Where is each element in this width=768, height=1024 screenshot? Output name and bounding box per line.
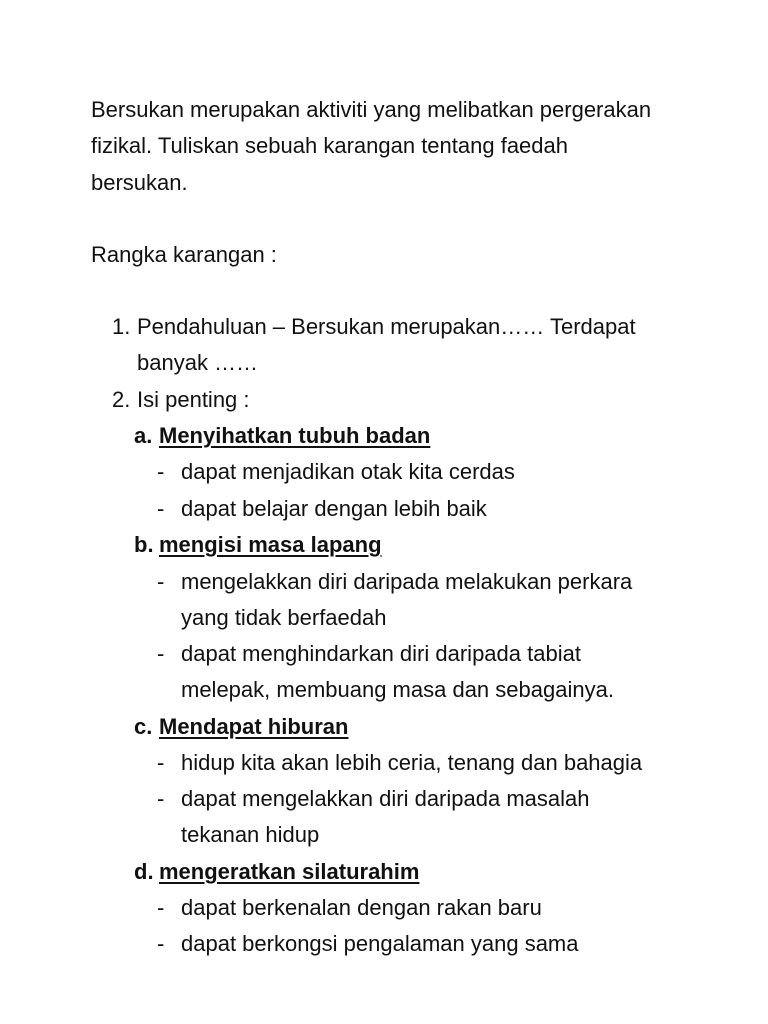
outline-heading: Rangka karangan : <box>91 242 277 267</box>
item-1-line-2: banyak …… <box>137 350 259 375</box>
bullet-dash: - <box>157 569 165 594</box>
subpoint-letter-b: b. <box>134 532 154 557</box>
item-number-2: 2. <box>112 387 131 412</box>
bullet-text-continued: melepak, membuang masa dan sebagainya. <box>181 677 614 702</box>
subpoint-letter-c: c. <box>134 714 153 739</box>
item-1-line-1: Pendahuluan – Bersukan merupakan…… Terdapat <box>137 314 636 339</box>
bullet-dash: - <box>157 459 165 484</box>
subpoint-title-b: mengisi masa lapang <box>159 532 382 557</box>
bullet-text-continued: yang tidak berfaedah <box>181 605 387 630</box>
subpoint-title-d: mengeratkan silaturahim <box>159 859 420 884</box>
bullet-text: dapat berkongsi pengalaman yang sama <box>181 931 579 956</box>
subpoint-title-c: Mendapat hiburan <box>159 714 349 739</box>
bullet-text: dapat belajar dengan lebih baik <box>181 496 487 521</box>
bullet-dash: - <box>157 641 165 666</box>
bullet-text: dapat mengelakkan diri daripada masalah <box>181 786 590 811</box>
bullet-text: dapat berkenalan dengan rakan baru <box>181 895 542 920</box>
item-number-1: 1. <box>112 314 131 339</box>
bullet-text: hidup kita akan lebih ceria, tenang dan bahagia <box>181 750 643 775</box>
intro-line-3: bersukan. <box>91 170 188 195</box>
intro-line-1: Bersukan merupakan aktiviti yang melibatkan pergerakan <box>91 97 652 122</box>
intro-line-2: fizikal. Tuliskan sebuah karangan tentang faedah <box>91 133 568 158</box>
bullet-dash: - <box>157 750 165 775</box>
bullet-dash: - <box>157 931 165 956</box>
bullet-text: mengelakkan diri daripada melakukan perkara <box>181 569 633 594</box>
bullet-text: dapat menjadikan otak kita cerdas <box>181 459 515 484</box>
subpoint-letter-a: a. <box>134 423 153 448</box>
bullet-dash: - <box>157 895 165 920</box>
bullet-dash: - <box>157 786 165 811</box>
bullet-dash: - <box>157 496 165 521</box>
subpoint-title-a: Menyihatkan tubuh badan <box>159 423 431 448</box>
bullet-text-continued: tekanan hidup <box>181 822 320 847</box>
subpoint-letter-d: d. <box>134 859 154 884</box>
item-2-line-1: Isi penting : <box>137 387 250 412</box>
bullet-text: dapat menghindarkan diri daripada tabiat <box>181 641 581 666</box>
